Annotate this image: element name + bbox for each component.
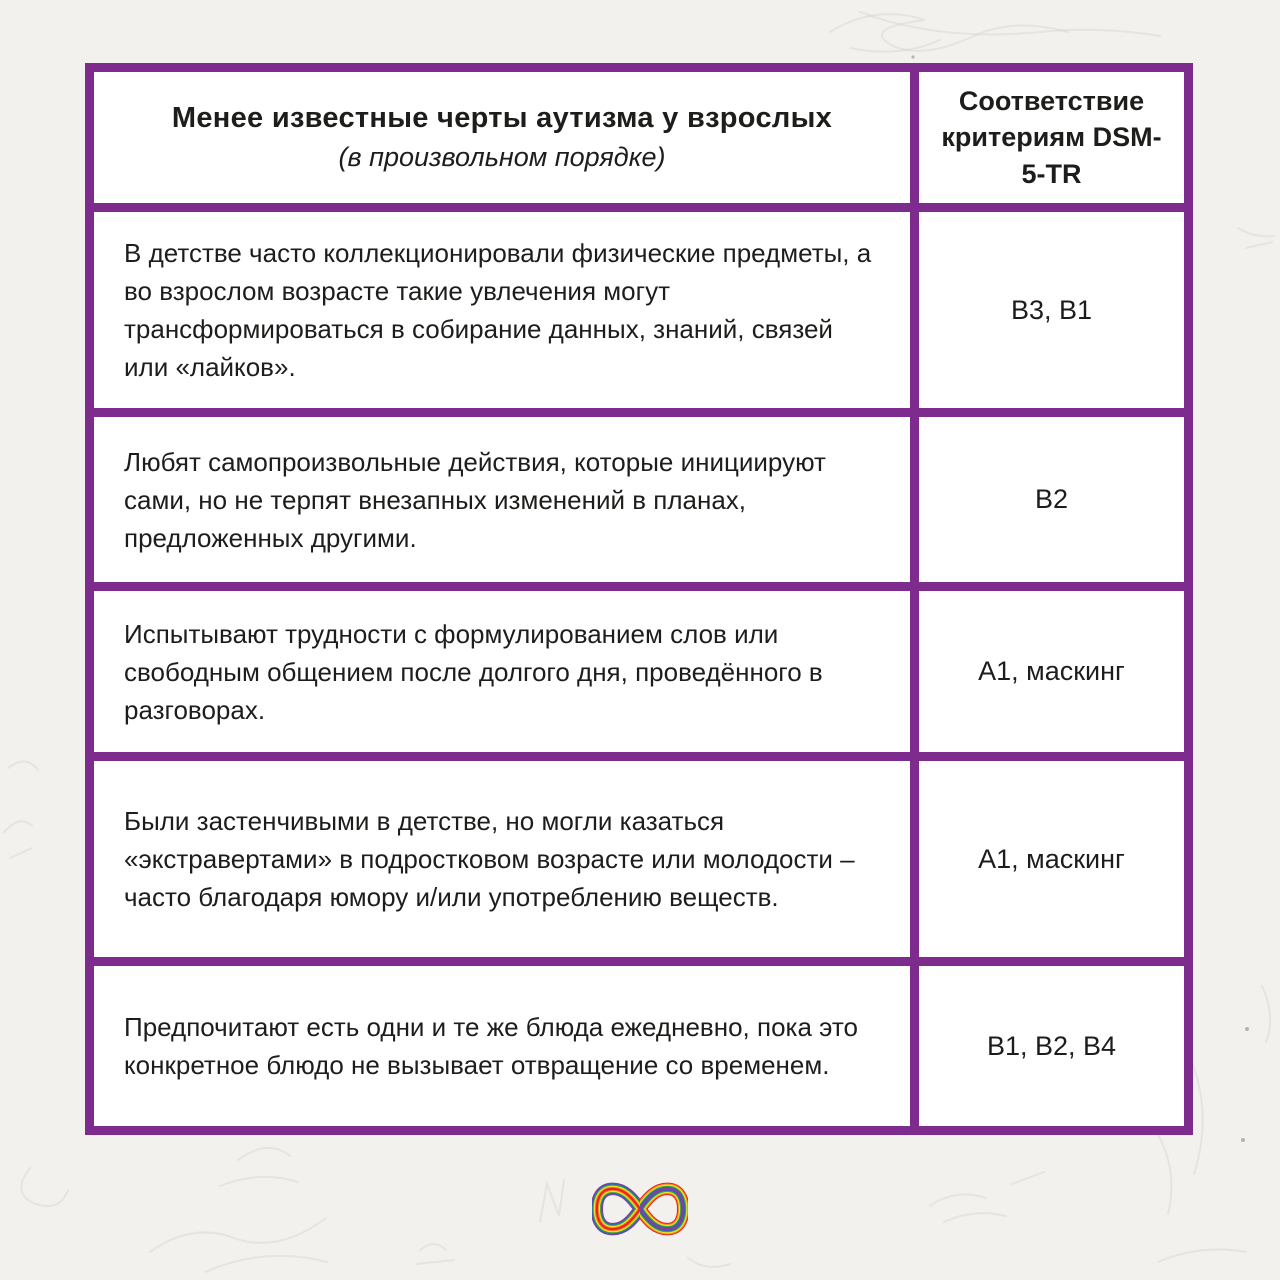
- rainbow-infinity-icon: [592, 1176, 688, 1242]
- criteria-cell-row-3: A1, маскинг: [919, 591, 1184, 752]
- trait-cell-row-2: Любят самопроизвольные действия, которые инициируют сами, но не терпят внезапных изменений в планах, предложенных другими.: [94, 417, 910, 582]
- criteria-cell-row-2: B2: [919, 417, 1184, 582]
- rainbow-infinity-logo: [592, 1176, 688, 1242]
- criteria-header-cell: Соответствие критериям DSM-5-TR: [919, 72, 1184, 203]
- criteria-cell-row-4: A1, маскинг: [919, 761, 1184, 957]
- trait-cell-row-1: В детстве часто коллекционировали физические предметы, а во взрослом возрасте такие увлечения могут трансформироваться в собирание данных, знаний, связей или «лайков».: [94, 212, 910, 408]
- traits-subtitle: (в произвольном порядке): [338, 142, 666, 172]
- traits-header-cell: [94, 72, 910, 203]
- traits-title: Менее известные черты аутизма у взрослых: [171, 102, 833, 134]
- criteria-cell-row-1: B3, B1: [919, 212, 1184, 408]
- trait-cell-row-5: Предпочитают есть одни и те же блюда ежедневно, пока это конкретное блюдо не вызывает отвращение со временем.: [94, 966, 910, 1126]
- traits-table: [85, 63, 1193, 1135]
- trait-cell-row-3: Испытывают трудности с формулированием слов или свободным общением после долгого дня, проведённого в разговорах.: [94, 591, 910, 752]
- criteria-cell-row-5: B1, B2, B4: [919, 966, 1184, 1126]
- trait-cell-row-4: Были застенчивыми в детстве, но могли казаться «экстравертами» в подростковом возрасте или молодости – часто благодаря юмору и/или употреблению веществ.: [94, 761, 910, 957]
